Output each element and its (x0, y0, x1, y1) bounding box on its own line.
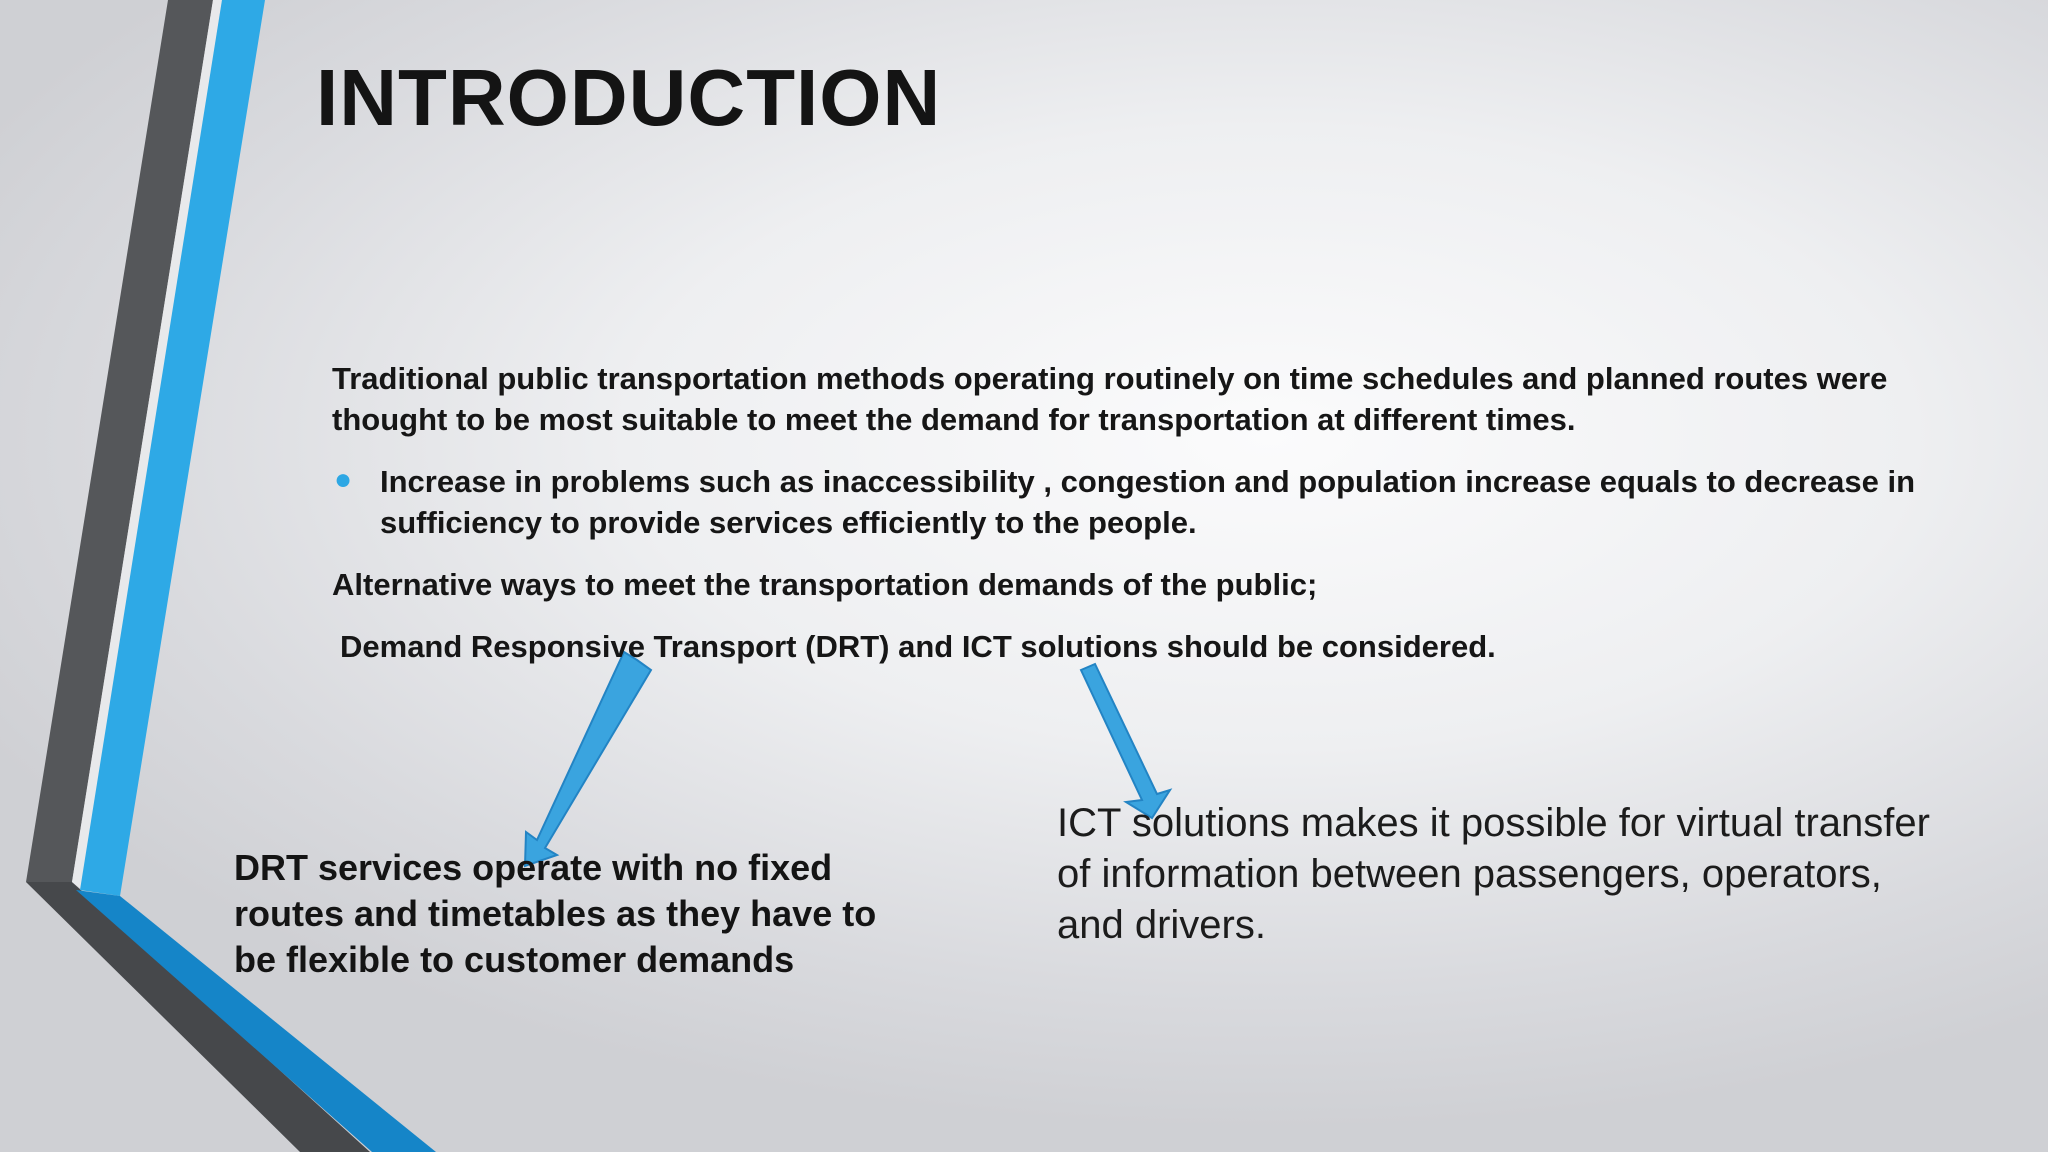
bullet-dot-icon: ● (334, 463, 353, 496)
slide-body (332, 358, 1952, 688)
ict-description: ICT solutions makes it possible for virtual transfer of information between passengers, operators, and drivers. (1057, 801, 1930, 947)
drt-ict-paragraph: Demand Responsive Transport (DRT) and ICT solutions should be considered. (340, 629, 1496, 664)
bullet-text: Increase in problems such as inaccessibility , congestion and population increase equals to decrease in sufficiency to provide services efficiently to the people. (380, 464, 1915, 540)
alternatives-paragraph: Alternative ways to meet the transportation demands of the public; (332, 567, 1318, 602)
intro-paragraph: Traditional public transportation methods operating routinely on time schedules and planned routes were thought to be most suitable to meet the demand for transportation at different times. (332, 361, 1888, 437)
drt-description: DRT services operate with no fixed routes and timetables as they have to be flexible to customer demands (234, 847, 877, 980)
slide-title: INTRODUCTION (316, 53, 942, 142)
bullet-item (332, 461, 1952, 543)
